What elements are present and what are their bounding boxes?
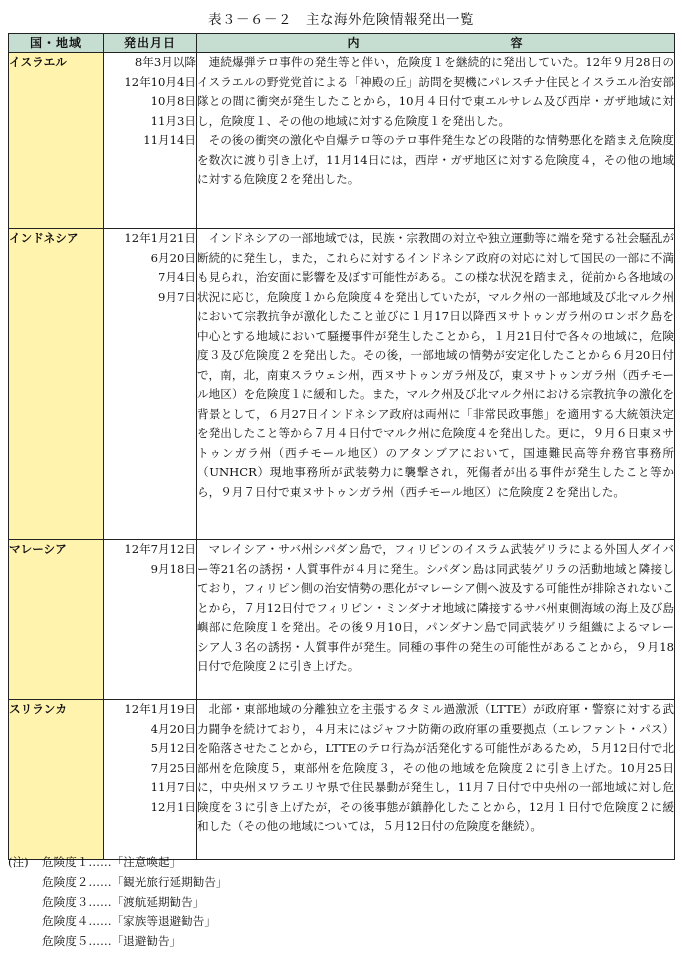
content-cell bbox=[197, 700, 675, 860]
date-item: 10月8日 bbox=[150, 94, 196, 108]
table-row bbox=[9, 53, 675, 229]
date-item: 5月12日 bbox=[150, 741, 196, 755]
content-paragraph: マレイシア・サバ州シパダン島で，フィリピンのイスラム武装ゲリラによる外国人ダイバー等21名の誘拐・人質事件が４月に発生。シパダン島は同武装ゲリラの活動地域と隣接しており，フィリピン側の治安情勢の悪化がマレーシア側へ波及する可能性が排除されないことから，７月12日付でフィリピン・ミンダナオ地域に隣接するサバ州東側海域の海上及び島嶼部に危険度１を発出。その後９月10日，パンダナン島で同武装ゲリラ組織によるマレーシア人３名の誘拐・人質事件が発生。同種の事件の発生の可能性があることから，９月18日付で危険度２に引き上げた。 bbox=[197, 542, 674, 673]
header-date: 発出月日 bbox=[104, 34, 197, 53]
note-item bbox=[8, 873, 228, 893]
date-item: 8年3月以降 bbox=[134, 55, 196, 69]
note-text: 危険度５……「退避勧告」 bbox=[42, 934, 182, 949]
header-country: 国・地域 bbox=[9, 34, 104, 53]
date-item: 12年1月21日 bbox=[124, 231, 196, 245]
date-item: 6月20日 bbox=[150, 250, 196, 265]
date-item: 7月25日 bbox=[150, 760, 196, 775]
date-item: 11月3日 bbox=[150, 113, 196, 128]
content-cell bbox=[197, 229, 675, 540]
content-paragraph: その後の衝突の激化や自爆テロ等のテロ事件発生などの段階的な情勢悪化を踏まえ危険度を数次に渡り引き上げ，11月14日には，西岸・ガザ地区に対する危険度４，その他の地域に対する危険度２を発出した。 bbox=[197, 133, 674, 186]
date-item: 11月14日 bbox=[143, 133, 196, 147]
content-paragraph: 北部・東部地域の分離独立を主張するタミル過激派（LTTE）が政府軍・警察に対する武力闘争を続けており，４月末にはジャフナ防衛の政府軍の重要拠点（エレファント・パス）を陥落させたことから，LTTEのテロ行為が活発化する可能性があるため，５月12日付で北部州を危険度５，東部州を危険度３，その他の地域を危険度２に引き上げた。10月25日に，中央州ヌワラエリヤ県で住民暴動が発生し，11月７日付で中央州の一部地域に対し危険度を３に引き上げたが，その後事態が鎮静化したことから，12月１日付で危険度２に緩和した（その他の地域については，５月12日付の危険度を継続）。 bbox=[197, 702, 674, 833]
date-cell bbox=[104, 700, 197, 860]
note-item bbox=[8, 893, 228, 913]
date-item: 4月20日 bbox=[150, 721, 196, 736]
date-cell bbox=[104, 229, 197, 540]
date-item: 7月4日 bbox=[158, 270, 196, 284]
danger-info-table bbox=[8, 33, 675, 860]
page-title: 表３－６－２ 主な海外危険情報発出一覧 bbox=[208, 12, 474, 28]
table-row bbox=[9, 229, 675, 540]
content-cell bbox=[197, 53, 675, 229]
note-item bbox=[8, 853, 228, 873]
date-item: 9月18日 bbox=[150, 561, 196, 576]
date-item: 12月1日 bbox=[150, 799, 196, 814]
date-cell bbox=[104, 540, 197, 700]
country-cell: インドネシア bbox=[9, 229, 104, 540]
table-row bbox=[9, 700, 675, 860]
content-cell bbox=[197, 540, 675, 700]
header-content-2: 容 bbox=[510, 36, 524, 50]
header-content-1: 内 bbox=[347, 36, 361, 50]
country-cell: スリランカ bbox=[9, 700, 104, 860]
country-cell: マレーシア bbox=[9, 540, 104, 700]
note-text: 危険度２……「観光旅行延期勧告」 bbox=[42, 874, 228, 889]
date-cell bbox=[104, 53, 197, 229]
date-item: 12年7月12日 bbox=[124, 542, 196, 556]
notes bbox=[8, 853, 228, 952]
note-head: (注) bbox=[8, 855, 29, 869]
date-item: 11月7日 bbox=[150, 780, 196, 794]
date-item: 12年1月19日 bbox=[124, 702, 196, 716]
date-item: 9月7日 bbox=[158, 289, 196, 304]
note-text: 危険度４……「家族等退避勧告」 bbox=[42, 914, 216, 929]
content-paragraph: 連続爆弾テロ事件の発生等と伴い，危険度１を継続的に発出していた。12年９月28日のイスラエルの野党党首による「神殿の丘」訪問を契機にパレスチナ住民とイスラエル治安部隊との間に衝突が発生したことから，10月４日付で東エルサレム及び西岸・ガザ地域に対し，危険度１、その他の地域に対する危険度１を発出した。 bbox=[197, 55, 674, 128]
note-item bbox=[8, 912, 228, 932]
content-paragraph: インドネシアの一部地域では，民族・宗教間の対立や独立運動等に端を発する社会騒乱が断続的に発生し，また，これらに対するインドネシア政府の対応に対して国民の一部に不満も見られ，治安面に影響を及ぼす可能性がある。この様な状況を踏まえ，従前から各地域の状況に応じ，危険度１から危険度４を発出していたが，マルク州の一部地域及び北マルク州において宗教抗争が激化したこと並びに１月17日以降西ヌサトゥンガラ州のロンボク島を中心とする地域において騒擾事件が発生したことから，１月21日付で各々の地域に，危険度３及び危険度２を発出した。その後，一部地域の情勢が安定化したことから６月20日付で，南，北，南東スラウェシ州，西ヌサトゥンガラ州及び，東ヌサトゥンガラ州（西チモール地区）を危険度１に緩和した。また，マルク州及び北マルク州における宗教抗争の激化を背景として，６月27日インドネシア政府は両州に「非常民政事態」を適用する大統領決定を発出したこと等から７月４日付でマルク州に危険度４を発出した。更に，９月６日東ヌサトゥンガラ州（西チモール地区）のアタンブアにおいて，国連難民高等弁務官事務所（UNHCR）現地事務所が武装勢力に襲撃され，死傷者が出る事件が発生したこと等から，９月７日付で東ヌサトゥンガラ州（西チモール地区）に危険度２を発出した。 bbox=[197, 231, 674, 499]
note-text: 危険度１……「注意喚起」 bbox=[42, 855, 182, 869]
country-cell: イスラエル bbox=[9, 53, 104, 229]
note-item bbox=[8, 932, 228, 952]
note-text: 危険度３……「渡航延期勧告」 bbox=[42, 894, 205, 909]
table-header-row bbox=[9, 34, 675, 53]
table-row bbox=[9, 540, 675, 700]
date-item: 12年10月4日 bbox=[124, 74, 196, 89]
header-content bbox=[197, 34, 675, 53]
